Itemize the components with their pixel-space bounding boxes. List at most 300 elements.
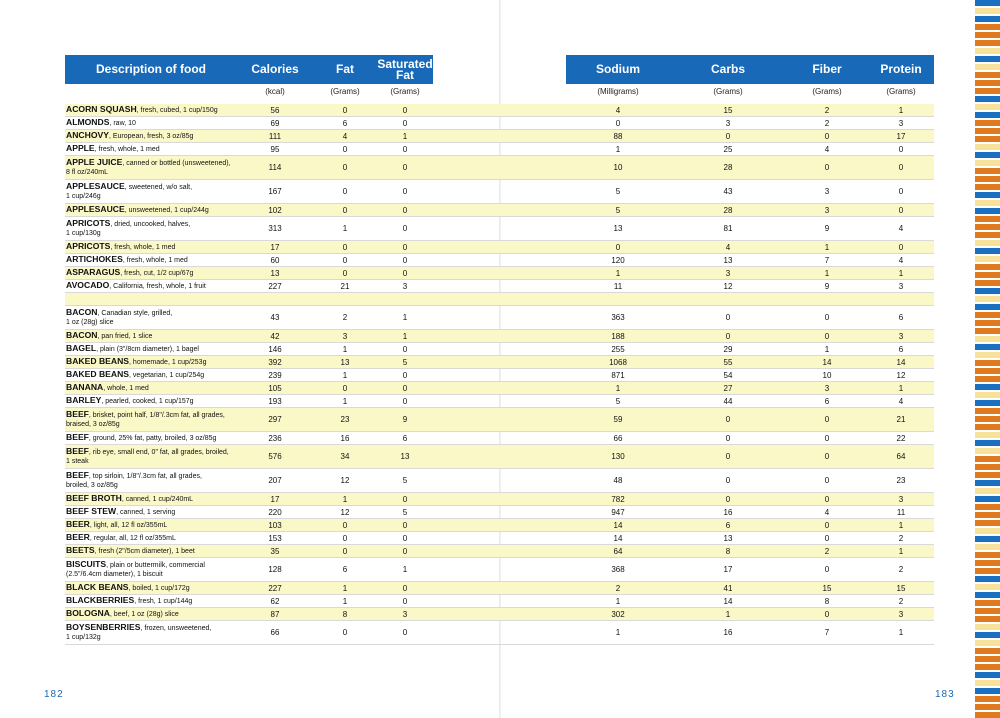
food-detail: , ground, 25% fat, patty, broiled, 3 oz/85g [88, 435, 217, 442]
cell-fat: 0 [342, 520, 348, 530]
food-detail: , whole, 1 med [103, 385, 149, 392]
unit-saturated-fat: (Grams) [390, 87, 420, 96]
food-description [66, 469, 256, 492]
stripe [975, 392, 1000, 398]
cell-carbs: 28 [723, 163, 733, 172]
food-description-line [66, 158, 256, 168]
header-carbs: Carbs [710, 62, 745, 76]
food-detail-continued: 1 cup/130g [66, 230, 101, 237]
cell-sodium: 363 [611, 313, 625, 322]
food-detail: , Canadian style, grilled, [97, 310, 173, 317]
cell-fat: 0 [342, 205, 348, 215]
food-name: BISCUITS [66, 559, 107, 569]
cell-calories: 66 [270, 628, 280, 637]
food-detail: , boiled, 1 cup/172g [128, 585, 190, 592]
cell-sodium: 5 [615, 205, 621, 215]
food-detail: , plain (3"/8cm diameter), 1 bagel [96, 346, 199, 353]
stripe [975, 312, 1000, 318]
food-detail-continued: braised, 3 oz/85g [66, 421, 120, 428]
table-row [65, 293, 934, 306]
header-protein: Protein [880, 62, 922, 76]
food-description [66, 343, 256, 355]
stripe [975, 328, 1000, 334]
cell-calories: 13 [270, 268, 280, 278]
cell-calories: 220 [268, 507, 282, 517]
cell-sodium: 302 [611, 609, 625, 619]
cell-saturated-fat: 3 [402, 609, 408, 619]
cell-calories: 17 [270, 242, 280, 252]
cell-protein: 0 [898, 163, 904, 172]
stripe [975, 472, 1000, 478]
table-row [65, 582, 934, 595]
stripe [975, 160, 1000, 166]
food-description [66, 254, 256, 266]
stripe [975, 16, 1000, 22]
food-name: BEER [66, 519, 90, 529]
cell-protein: 1 [898, 546, 904, 556]
cell-carbs: 41 [723, 583, 733, 593]
stripe [975, 216, 1000, 222]
stripe [975, 40, 1000, 46]
cell-fat: 12 [340, 507, 350, 517]
table-row [65, 408, 934, 432]
food-detail: , beef, 1 oz (28g) slice [109, 611, 179, 618]
cell-fiber: 0 [824, 415, 830, 424]
stripe [975, 184, 1000, 190]
cell-carbs: 12 [723, 281, 733, 291]
cell-sodium: 88 [613, 131, 623, 141]
cell-calories: 102 [268, 205, 282, 215]
cell-fiber: 2 [824, 546, 830, 556]
table-row [65, 506, 934, 519]
cell-fiber: 1 [824, 268, 830, 278]
food-name: BAKED BEANS [66, 369, 130, 379]
cell-carbs: 3 [725, 118, 731, 128]
food-description [66, 180, 256, 203]
food-name: AVOCADO [66, 280, 110, 290]
cell-calories: 114 [268, 163, 282, 172]
stripe [975, 232, 1000, 238]
unit-fat: (Grams) [330, 87, 360, 96]
unit-carbs: (Grams) [713, 87, 743, 96]
cell-calories: 62 [270, 596, 280, 606]
food-detail: , pearled, cooked, 1 cup/157g [101, 398, 194, 405]
cell-sodium: 947 [611, 507, 625, 517]
cell-fat: 6 [342, 118, 348, 128]
cell-protein: 4 [898, 224, 904, 233]
table-row [65, 280, 934, 293]
food-description-line [66, 520, 256, 530]
stripe [975, 88, 1000, 94]
table-row [65, 493, 934, 506]
food-detail: , homemade, 1 cup/253g [129, 359, 207, 366]
cell-saturated-fat: 0 [402, 144, 408, 154]
cell-sodium: 13 [613, 224, 623, 233]
cell-carbs: 13 [723, 255, 733, 265]
cell-saturated-fat: 0 [402, 383, 408, 393]
table-row [65, 241, 934, 254]
food-detail-continued: broiled, 3 oz/85g [66, 482, 118, 489]
cell-fat: 2 [342, 313, 348, 322]
food-description-line [66, 219, 256, 229]
cell-fiber: 0 [824, 331, 830, 341]
food-name: BAGEL [66, 343, 97, 353]
cell-sodium: 10 [613, 163, 623, 172]
cell-protein: 1 [898, 105, 904, 115]
cell-fiber: 6 [824, 396, 830, 406]
cell-fiber: 0 [824, 476, 830, 485]
food-description-line [66, 182, 256, 192]
food-name: ARTICHOKES [66, 254, 123, 264]
stripe [975, 400, 1000, 406]
cell-calories: 103 [268, 520, 282, 530]
food-description [66, 432, 256, 444]
cell-fat: 0 [342, 533, 348, 543]
food-description-line [66, 344, 256, 354]
food-description-line [66, 383, 256, 393]
food-description [66, 204, 256, 216]
cell-protein: 2 [898, 565, 904, 574]
cell-calories: 105 [268, 383, 282, 393]
table-row [65, 306, 934, 330]
cell-fiber: 9 [824, 224, 830, 233]
cell-sodium: 120 [611, 255, 625, 265]
cell-sodium: 5 [615, 396, 621, 406]
stripe [975, 280, 1000, 286]
cell-calories: 111 [268, 131, 282, 141]
food-description [66, 445, 256, 468]
table-row [65, 254, 934, 267]
stripe [975, 24, 1000, 30]
cell-fat: 0 [342, 383, 348, 393]
stripe [975, 48, 1000, 54]
cell-fat [313, 293, 377, 305]
unit-fiber: (Grams) [812, 87, 842, 96]
cell-fiber: 0 [824, 520, 830, 530]
table-row [65, 445, 934, 469]
cell-fat: 1 [342, 224, 348, 233]
cell-fiber: 7 [824, 255, 830, 265]
cell-fat: 34 [340, 452, 350, 461]
cell-carbs: 0 [725, 433, 731, 443]
cell-sodium: 4 [615, 105, 621, 115]
cell-protein: 1 [898, 268, 904, 278]
cell-saturated-fat: 0 [402, 163, 408, 172]
cell-sodium: 0 [615, 118, 621, 128]
table-row [65, 343, 934, 356]
cell-fat: 1 [342, 344, 348, 354]
food-description-line [66, 281, 256, 291]
stripe [975, 440, 1000, 446]
decorative-stripes [975, 0, 1000, 718]
cell-carbs: 6 [725, 520, 731, 530]
food-description-line [66, 507, 256, 517]
stripe [975, 128, 1000, 134]
cell-fiber: 0 [824, 609, 830, 619]
table-row [65, 519, 934, 532]
cell-saturated-fat: 6 [402, 433, 408, 443]
food-description [66, 293, 256, 305]
stripe [975, 536, 1000, 542]
cell-saturated-fat: 0 [402, 520, 408, 530]
cell-carbs: 8 [725, 546, 731, 556]
table-row [65, 356, 934, 369]
food-name: BEEF [66, 409, 89, 419]
food-description [66, 545, 256, 557]
food-detail: , canned or bottled (unsweetened), [122, 160, 231, 167]
table-row [65, 608, 934, 621]
cell-protein: 4 [898, 396, 904, 406]
cell-sodium: 368 [611, 565, 625, 574]
food-description-line [66, 410, 256, 420]
cell-fat: 3 [342, 331, 348, 341]
cell-calories: 392 [268, 357, 282, 367]
food-name: BEEF [66, 446, 89, 456]
cell-protein: 1 [898, 520, 904, 530]
food-description [66, 330, 256, 342]
stripe [975, 432, 1000, 438]
cell-fiber: 0 [824, 433, 830, 443]
cell-saturated-fat: 0 [402, 224, 408, 233]
stripe [975, 528, 1000, 534]
cell-protein: 3 [898, 281, 904, 291]
stripe [975, 448, 1000, 454]
stripe [975, 656, 1000, 662]
table-row [65, 558, 934, 582]
food-detail: , frozen, unsweetened, [140, 625, 212, 632]
cell-calories: 60 [270, 255, 280, 265]
food-name: ANCHOVY [66, 130, 109, 140]
cell-sodium: 1 [615, 144, 621, 154]
cell-calories: 153 [268, 533, 282, 543]
food-detail: , rib eye, small end, 0" fat, all grades, broiled, [88, 449, 229, 456]
cell-carbs: 54 [723, 370, 733, 380]
food-description [66, 519, 256, 531]
cell-fat: 1 [342, 494, 348, 504]
cell-saturated-fat: 5 [402, 476, 408, 485]
cell-protein: 2 [898, 596, 904, 606]
cell-calories: 17 [270, 494, 280, 504]
food-detail: , fresh, whole, 1 med [94, 146, 160, 153]
stripe [975, 0, 1000, 6]
food-detail: , fresh, cut, 1/2 cup/67g [120, 270, 194, 277]
food-description [66, 558, 256, 581]
cell-fiber: 0 [824, 494, 830, 504]
food-description [66, 408, 256, 431]
cell-calories: 193 [268, 396, 282, 406]
cell-fiber: 0 [824, 163, 830, 172]
cell-fiber: 3 [824, 187, 830, 196]
cell-calories: 128 [268, 565, 282, 574]
stripe [975, 616, 1000, 622]
food-name: APRICOTS [66, 218, 111, 228]
food-name: APPLESAUCE [66, 204, 125, 214]
page-number-right: 183 [935, 689, 955, 700]
cell-protein: 6 [898, 344, 904, 354]
table-row [65, 595, 934, 608]
cell-fat: 0 [342, 268, 348, 278]
food-description [66, 156, 256, 179]
cell-fiber: 0 [824, 313, 830, 322]
table-row [65, 621, 934, 645]
table-row [65, 117, 934, 130]
cell-fat: 4 [342, 131, 348, 141]
cell-carbs: 28 [723, 205, 733, 215]
stripe [975, 296, 1000, 302]
header-saturated-fat [377, 55, 433, 84]
cell-sodium: 5 [615, 187, 621, 196]
food-description [66, 382, 256, 394]
cell-calories: 297 [268, 415, 282, 424]
cell-saturated-fat: 0 [402, 255, 408, 265]
stripe [975, 104, 1000, 110]
food-description [66, 582, 256, 594]
food-description-line [66, 255, 256, 265]
food-description [66, 621, 256, 644]
food-name: BOYSENBERRIES [66, 622, 141, 632]
food-detail: , top sirloin, 1/8"/.3cm fat, all grades, [88, 473, 202, 480]
cell-protein: 22 [896, 433, 906, 443]
cell-protein: 21 [896, 415, 906, 424]
stripe [975, 152, 1000, 158]
cell-carbs: 16 [723, 507, 733, 517]
cell-fat: 0 [342, 144, 348, 154]
cell-sodium: 64 [613, 546, 623, 556]
cell-fat: 1 [342, 370, 348, 380]
cell-saturated-fat: 0 [402, 370, 408, 380]
food-detail: , fresh (2"/5cm diameter), 1 beet [94, 548, 195, 555]
cell-carbs: 81 [723, 224, 733, 233]
food-detail: , fresh, cubed, 1 cup/150g [136, 107, 218, 114]
cell-fat: 13 [340, 357, 350, 367]
cell-protein: 0 [898, 242, 904, 252]
food-description-line [66, 357, 256, 367]
stripe [975, 240, 1000, 246]
stripe [975, 488, 1000, 494]
cell-carbs: 3 [725, 268, 731, 278]
cell-saturated-fat: 0 [402, 344, 408, 354]
stripe [975, 704, 1000, 710]
cell-saturated-fat: 5 [402, 507, 408, 517]
stripe [975, 552, 1000, 558]
cell-calories: 43 [270, 313, 280, 322]
cell-calories: 313 [268, 224, 282, 233]
food-detail: , canned, 1 cup/240mL [121, 496, 194, 503]
food-detail: , canned, 1 serving [116, 509, 176, 516]
cell-fiber: 4 [824, 507, 830, 517]
cell-fiber: 0 [824, 533, 830, 543]
stripe [975, 672, 1000, 678]
stripe [975, 64, 1000, 70]
table-row [65, 395, 934, 408]
food-detail: , unsweetened, 1 cup/244g [124, 207, 209, 214]
cell-sodium: 871 [611, 370, 625, 380]
table-row [65, 469, 934, 493]
stripe [975, 112, 1000, 118]
cell-sodium: 255 [611, 344, 625, 354]
cell-carbs: 14 [723, 596, 733, 606]
food-description-line [66, 205, 256, 215]
food-description-line [66, 494, 256, 504]
cell-saturated-fat: 5 [402, 357, 408, 367]
cell-saturated-fat: 0 [402, 187, 408, 196]
table-row [65, 545, 934, 558]
cell-calories: 236 [268, 433, 282, 443]
cell-protein: 17 [896, 131, 906, 141]
cell-sodium: 11 [613, 281, 623, 291]
cell-carbs: 29 [723, 344, 733, 354]
food-detail: , raw, 10 [109, 120, 136, 127]
units-row [65, 87, 934, 99]
food-name: BARLEY [66, 395, 102, 405]
cell-fat: 0 [342, 163, 348, 172]
stripe [975, 320, 1000, 326]
food-description-line [66, 471, 256, 481]
food-description-line [66, 533, 256, 543]
food-detail: , fresh, whole, 1 med [122, 257, 188, 264]
cell-saturated-fat: 0 [402, 118, 408, 128]
cell-fiber: 9 [824, 281, 830, 291]
cell-carbs: 0 [725, 494, 731, 504]
food-description [66, 356, 256, 368]
food-detail: , fresh, 1 cup/144g [134, 598, 193, 605]
stripe [975, 176, 1000, 182]
cell-calories: 95 [270, 144, 280, 154]
table-row [65, 156, 934, 180]
cell-fat: 0 [342, 242, 348, 252]
stripe [975, 568, 1000, 574]
food-detail: , plain or buttermilk, commercial [106, 562, 205, 569]
stripe [975, 560, 1000, 566]
stripe [975, 592, 1000, 598]
cell-calories: 146 [268, 344, 282, 354]
cell-fat: 16 [340, 433, 350, 443]
cell-calories: 239 [268, 370, 282, 380]
food-description [66, 104, 256, 116]
left-table-header [65, 55, 433, 84]
stripe [975, 248, 1000, 254]
stripe [975, 520, 1000, 526]
cell-fat: 1 [342, 396, 348, 406]
stripe [975, 648, 1000, 654]
cell-saturated-fat: 1 [402, 131, 408, 141]
cell-protein: 15 [896, 583, 906, 593]
food-name: BEEF STEW [66, 506, 117, 516]
cell-fiber: 4 [824, 144, 830, 154]
cell-saturated-fat: 0 [402, 628, 408, 637]
cell-sodium: 66 [613, 433, 623, 443]
cell-carbs: 15 [723, 105, 733, 115]
food-description [66, 532, 256, 544]
stripe [975, 632, 1000, 638]
food-description [66, 117, 256, 129]
cell-saturated-fat: 0 [402, 533, 408, 543]
cell-carbs: 0 [725, 313, 731, 322]
cell-carbs: 13 [723, 533, 733, 543]
food-name: BEEF [66, 432, 89, 442]
stripe [975, 496, 1000, 502]
food-description-line [66, 105, 256, 115]
cell-fiber: 1 [824, 344, 830, 354]
cell-fat: 0 [342, 546, 348, 556]
food-description-line [66, 144, 256, 154]
table-row [65, 532, 934, 545]
food-description [66, 369, 256, 381]
food-name: BOLOGNA [66, 608, 110, 618]
food-description-line [66, 447, 256, 457]
stripe [975, 168, 1000, 174]
food-name: BEEF BROTH [66, 493, 122, 503]
